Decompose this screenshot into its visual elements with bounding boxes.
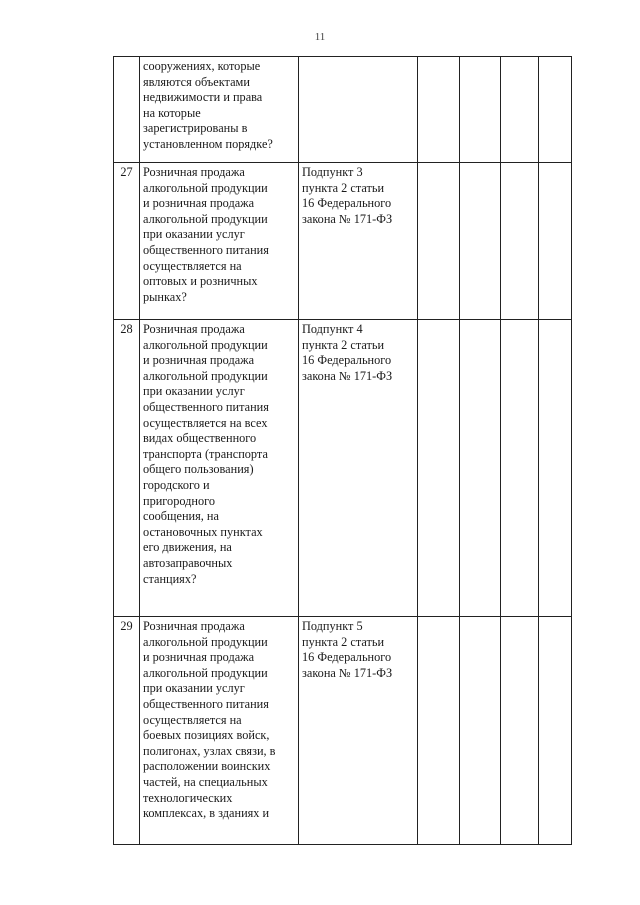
reference-cell: Подпункт 5 пункта 2 статьи 16 Федерального закона № 171-ФЗ: [299, 617, 418, 845]
question-cell: Розничная продажа алкогольной продукции и розничная продажа алкогольной продукции при оказании услуг общественного питания осуществляется на оптовых и розничных рынках?: [140, 163, 299, 320]
question-cell: Розничная продажа алкогольной продукции и розничная продажа алкогольной продукции при оказании услуг общественного питания осуществляется на всех видах общественного транспорта (транспорта общего пользования) городского и пригородного сообщения, на остановочных пунктах его движения, на автозаправочных станциях?: [140, 320, 299, 617]
empty-cell: [418, 617, 460, 845]
checklist-table: [113, 56, 572, 845]
empty-cell: [501, 57, 539, 163]
empty-cell: [501, 163, 539, 320]
empty-cell: [539, 57, 572, 163]
page-number: 11: [314, 31, 326, 43]
empty-cell: [418, 163, 460, 320]
row-number: 27: [114, 163, 140, 320]
table-row: [114, 57, 572, 163]
empty-cell: [460, 617, 501, 845]
empty-cell: [460, 320, 501, 617]
question-cell: сооружениях, которые являются объектами недвижимости и права на которые зарегистрированы в установленном порядке?: [140, 57, 299, 163]
question-cell: Розничная продажа алкогольной продукции и розничная продажа алкогольной продукции при оказании услуг общественного питания осуществляется на боевых позициях войск, полигонах, узлах связи, в расположении воинских частей, на специальных технологических комплексах, в зданиях и: [140, 617, 299, 845]
empty-cell: [460, 57, 501, 163]
empty-cell: [460, 163, 501, 320]
row-number: 29: [114, 617, 140, 845]
row-number: [114, 57, 140, 163]
empty-cell: [539, 320, 572, 617]
empty-cell: [501, 617, 539, 845]
empty-cell: [418, 57, 460, 163]
empty-cell: [539, 163, 572, 320]
empty-cell: [501, 320, 539, 617]
table-row: [114, 163, 572, 320]
empty-cell: [418, 320, 460, 617]
reference-cell: Подпункт 3 пункта 2 статьи 16 Федерального закона № 171-ФЗ: [299, 163, 418, 320]
reference-cell: Подпункт 4 пункта 2 статьи 16 Федерального закона № 171-ФЗ: [299, 320, 418, 617]
empty-cell: [539, 617, 572, 845]
reference-cell: [299, 57, 418, 163]
table-row: [114, 320, 572, 617]
table-row: [114, 617, 572, 845]
row-number: 28: [114, 320, 140, 617]
